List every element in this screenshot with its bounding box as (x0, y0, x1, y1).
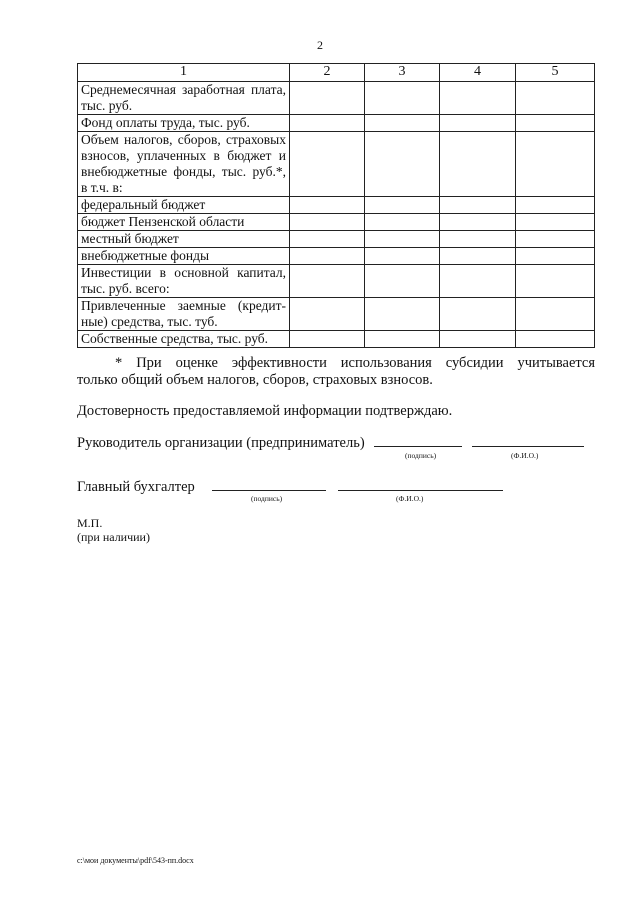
accountant-signature-label: Главный бухгалтер (77, 479, 195, 495)
column-header: 1 (78, 64, 290, 82)
stamp-placeholder (77, 516, 150, 544)
value-cell[interactable] (516, 298, 595, 331)
value-cell[interactable] (516, 132, 595, 197)
head-signature-label: Руководитель организации (предприниматель) (77, 435, 365, 451)
value-cell[interactable] (365, 331, 440, 348)
table-row (78, 197, 595, 214)
value-cell[interactable] (516, 82, 595, 115)
head-name-line[interactable] (472, 432, 584, 447)
table-row (78, 82, 595, 115)
row-label: федеральный бюджет (78, 197, 290, 214)
table-row (78, 231, 595, 248)
page-number: 2 (317, 38, 323, 52)
value-cell[interactable] (516, 231, 595, 248)
accountant-signature-line[interactable] (212, 476, 326, 491)
value-cell[interactable] (365, 265, 440, 298)
accountant-name-caption: (Ф.И.О.) (396, 494, 424, 503)
table-header-row (78, 64, 595, 82)
table-row (78, 248, 595, 265)
footnote-line-1: * При оценке эффективности использования субсидии учитывается (115, 355, 595, 371)
table-row (78, 132, 595, 197)
value-cell[interactable] (440, 197, 516, 214)
value-cell[interactable] (365, 231, 440, 248)
row-label: бюджет Пензенской области (78, 214, 290, 231)
value-cell[interactable] (440, 298, 516, 331)
indicators-table (77, 63, 595, 348)
accountant-signature-row (77, 476, 503, 496)
confirmation-text: Достоверность предоставляемой информации подтверждаю. (77, 403, 453, 419)
value-cell[interactable] (516, 115, 595, 132)
value-cell[interactable] (290, 231, 365, 248)
value-cell[interactable] (516, 265, 595, 298)
stamp-note: (при наличии) (77, 530, 150, 544)
column-header: 4 (440, 64, 516, 82)
value-cell[interactable] (365, 214, 440, 231)
accountant-name-line[interactable] (338, 476, 503, 491)
value-cell[interactable] (440, 132, 516, 197)
row-label: Фонд оплаты труда, тыс. руб. (78, 115, 290, 132)
value-cell[interactable] (290, 298, 365, 331)
row-label: Среднемесячная заработная плата, тыс. руб. (78, 82, 290, 115)
footnote-line-2: только общий объем налогов, сборов, страховых взносов. (77, 372, 433, 388)
table-row (78, 265, 595, 298)
stamp-label: М.П. (77, 516, 103, 530)
value-cell[interactable] (290, 214, 365, 231)
value-cell[interactable] (290, 197, 365, 214)
column-header: 3 (365, 64, 440, 82)
value-cell[interactable] (365, 197, 440, 214)
table-row (78, 115, 595, 132)
head-signature-line[interactable] (374, 432, 462, 447)
head-sign-caption: (подпись) (405, 451, 437, 460)
value-cell[interactable] (365, 82, 440, 115)
footnote (77, 355, 595, 389)
row-label: внебюджетные фонды (78, 248, 290, 265)
column-header: 5 (516, 64, 595, 82)
value-cell[interactable] (365, 248, 440, 265)
table-row (78, 298, 595, 331)
row-label: Объем налогов, сборов, страховых взносов, уплаченных в бюджет и внебюджетные фонды, тыс. руб.*, в т.ч. в: (78, 132, 290, 197)
value-cell[interactable] (290, 82, 365, 115)
head-signature-row (77, 432, 584, 452)
value-cell[interactable] (290, 115, 365, 132)
value-cell[interactable] (365, 298, 440, 331)
value-cell[interactable] (440, 231, 516, 248)
value-cell[interactable] (440, 331, 516, 348)
row-label: Инвестиции в основной капитал, тыс. руб. всего: (78, 265, 290, 298)
row-label: местный бюджет (78, 231, 290, 248)
accountant-sign-caption: (подпись) (251, 494, 283, 503)
head-name-caption: (Ф.И.О.) (511, 451, 539, 460)
value-cell[interactable] (440, 248, 516, 265)
value-cell[interactable] (516, 248, 595, 265)
value-cell[interactable] (440, 115, 516, 132)
value-cell[interactable] (365, 132, 440, 197)
value-cell[interactable] (516, 214, 595, 231)
table-row (78, 214, 595, 231)
value-cell[interactable] (516, 197, 595, 214)
value-cell[interactable] (290, 331, 365, 348)
row-label: Собственные средства, тыс. руб. (78, 331, 290, 348)
file-path: c:\мои документы\pdf\543-пп.docx (77, 856, 194, 865)
value-cell[interactable] (440, 265, 516, 298)
value-cell[interactable] (290, 265, 365, 298)
value-cell[interactable] (440, 82, 516, 115)
value-cell[interactable] (290, 248, 365, 265)
row-label: Привлеченные заемные (кредит-ные) средства, тыс. туб. (78, 298, 290, 331)
column-header: 2 (290, 64, 365, 82)
table-row (78, 331, 595, 348)
value-cell[interactable] (290, 132, 365, 197)
value-cell[interactable] (440, 214, 516, 231)
value-cell[interactable] (365, 115, 440, 132)
value-cell[interactable] (516, 331, 595, 348)
